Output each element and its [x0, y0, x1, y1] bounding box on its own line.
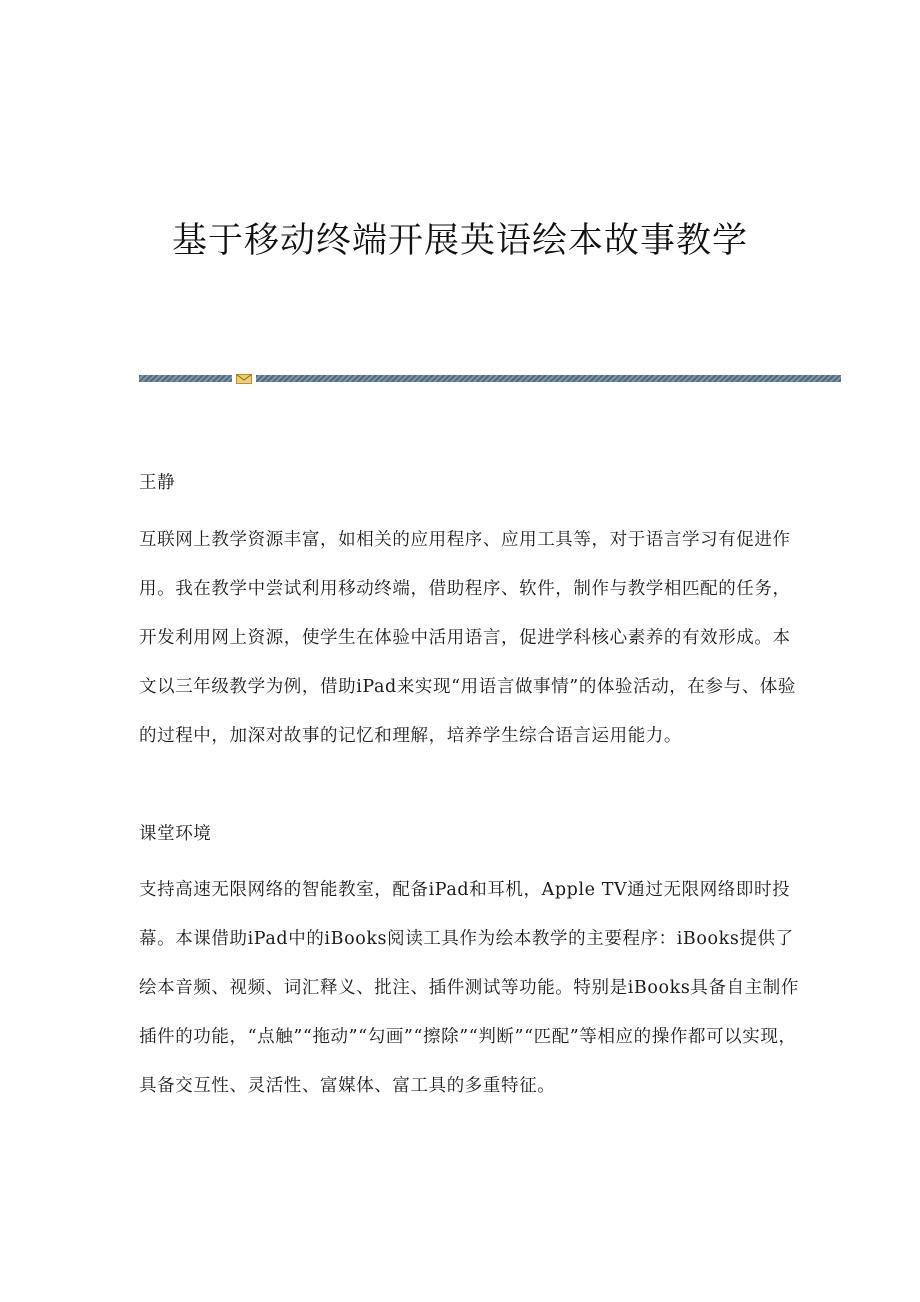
envelope-icon — [236, 374, 252, 384]
classroom-paragraph: 支持高速无限网络的智能教室，配备iPad和耳机，Apple TV通过无限网络即时投幕。本课借助iPad中的iBooks阅读工具作为绘本教学的主要程序：iBooks提供了绘本音频、视频、词汇释义、批注、插件测试等功能。特别是iBooks具备自主制作插件的功能，“点触”“拖动”“勾画”“擦除”“判断”“匹配”等相应的操作都可以实现，具备交互性、灵活性、富媒体、富工具的多重特征。 — [139, 880, 800, 1096]
section-heading: 课堂环境 — [139, 824, 212, 844]
author-name: 王静 — [139, 473, 176, 493]
intro-paragraph: 互联网上教学资源丰富，如相关的应用程序、应用工具等，对于语言学习有促进作用。我在教学中尝试利用移动终端，借助程序、软件，制作与教学相匹配的任务，开发利用网上资源，使学生在体验中活用语言，促进学科核心素养的有效形成。本文以三年级教学为例，借助iPad来实现“用语言做事情”的体验活动，在参与、体验的过程中，加深对故事的记忆和理解，培养学生综合语言运用能力。 — [139, 530, 797, 746]
divider-bar-left — [139, 375, 232, 382]
divider-bar-right — [256, 375, 841, 382]
title-divider — [139, 374, 841, 383]
document-title: 基于移动终端开展英语绘本故事教学 — [171, 221, 748, 261]
